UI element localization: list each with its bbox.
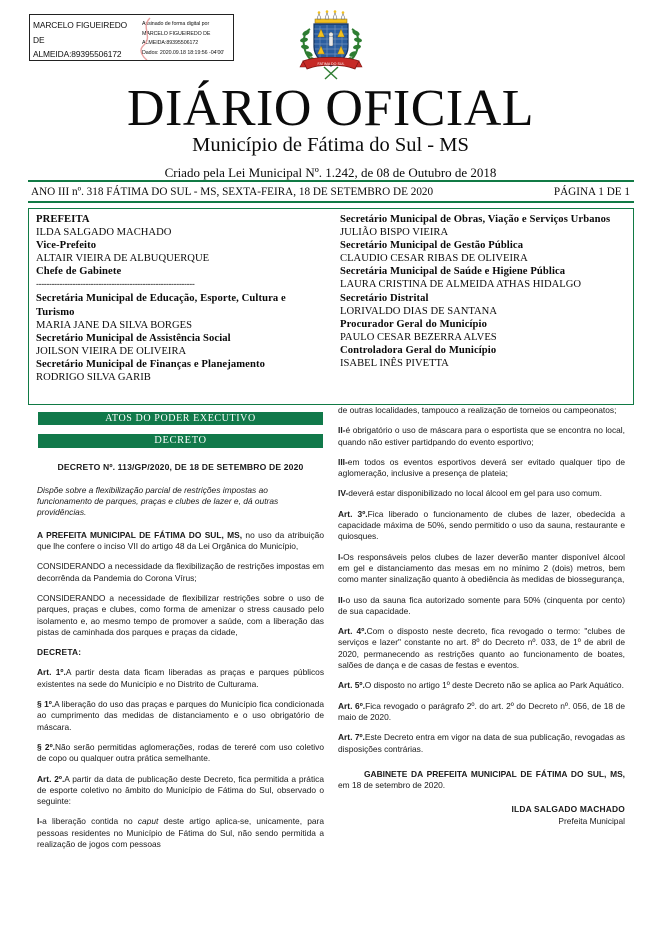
article-2-label: Art. 2º. — [37, 773, 65, 784]
item-i-pre: a liberação contida no — [42, 816, 138, 827]
signature-meta-line: Dados: 2020.09.18 18:19:56 -04'00' — [142, 49, 225, 56]
section-banner-decreto: DECRETO — [38, 434, 323, 448]
article-6 — [338, 701, 625, 724]
item-iv-label: IV- — [338, 488, 349, 499]
article-7-text: Este Decreto entra em vigor na data de sua publicação, revogadas as disposições contrárias. — [338, 732, 625, 754]
preamble-rest: no uso da atribuição que lhe confere o inciso VII do artigo 48 da Lei Orgânica do Município, — [37, 529, 324, 552]
municipal-coat-of-arms-icon — [297, 9, 365, 81]
issue-bar — [28, 180, 634, 203]
article-3-item-i-label: I- — [338, 551, 344, 562]
official-name: ISABEL INÊS PIVETTA — [340, 358, 449, 370]
article-2-item-iii — [338, 457, 625, 480]
body-column-left — [37, 462, 324, 859]
article-2-text: A partir da data de publicação deste Decreto, fica permitida a prática de esporte coletivo no âmbito do Município de Fátima do Sul, observado o seguinte: — [37, 773, 324, 807]
crest-crown — [315, 10, 347, 23]
article-3-item-ii-label: II- — [338, 594, 346, 605]
official-role: PREFEITA — [36, 214, 90, 225]
official-role: Vice-Prefeito — [36, 240, 97, 252]
official-name: JOILSON VIEIRA DE OLIVEIRA — [36, 345, 187, 357]
signature-meta-block — [140, 15, 233, 60]
considerando-1: CONSIDERANDO a necessidade da flexibilização de restrições impostas em decorrênda da Pandemia do Corona Vírus; — [37, 561, 324, 583]
item-i-caput: caput — [137, 816, 159, 827]
official-role: Secretário Distrital — [340, 292, 429, 304]
article-3-item-i-text: Os responsáveis pelos clubes de lazer deverão manter disponível álcool em gel e distanciamento das mesas em no mínimo 2 (dois) metros, bem como manter sinalização quanto à obediência às medidas de biossegurança, — [338, 551, 625, 585]
considerando-2: CONSIDERANDO a necessidade de flexibilizar restrições sobre o uso de parques, praças e clubes, como forma de amenizar o stress causado pelo isolamento e, ao mesmo tempo de promover a saúde, com a liberação das pistas de caminhada dos parques e praças da cidade, — [37, 593, 324, 637]
signatory-name: ILDA SALGADO MACHADO — [511, 804, 625, 815]
official-name: MARIA JANE DA SILVA BORGES — [36, 319, 192, 331]
item-ii-label: II- — [338, 425, 346, 436]
paragraph-1-label: § 1º. — [37, 699, 55, 710]
article-5-text: O disposto no artigo 1º deste Decreto não se aplica ao Park Aquático. — [364, 680, 624, 691]
item-i-post: deste artigo aplica-se, unicamente, para pessoas residentes no Município de Fátima do Sul, não sendo permitida a realização de jogos com pessoas — [37, 816, 324, 850]
body-column-right — [338, 405, 625, 828]
signature-name-line: DE — [33, 34, 45, 45]
item-i-label: I- — [37, 816, 43, 827]
official-role: Secretária Municipal de Educação, Esporte, Cultura e Turismo — [36, 293, 286, 318]
digital-signature-stamp — [29, 14, 234, 61]
official-role: Procurador Geral do Município — [340, 318, 487, 330]
decreta-label: DECRETA: — [37, 647, 82, 658]
article-7 — [338, 732, 625, 755]
article-4 — [338, 626, 625, 671]
official-name: CLAUDIO CESAR RIBAS DE OLIVEIRA — [340, 253, 528, 265]
signatory-title: Prefeita Municipal — [558, 816, 625, 827]
article-6-label: Art. 6º. — [338, 700, 366, 711]
signature-meta-line: MARCELO FIGUEIREDO DE — [142, 30, 211, 37]
paragraph-1 — [37, 699, 324, 733]
official-name: LORIVALDO DIAS DE SANTANA — [340, 305, 497, 317]
item-iii-text: em todos os eventos esportivos deverá ser evitado qualquer tipo de aglomeração, inclusive a presença de plateia; — [338, 456, 625, 479]
decree-heading: DECRETO Nº. 113/GP/2020, DE 18 DE SETEMBRO DE 2020 — [57, 462, 304, 472]
article-2-item-i — [37, 816, 324, 850]
article-3-item-ii — [338, 595, 625, 618]
article-2-item-iv — [338, 488, 625, 499]
article-3-label: Art. 3º. — [338, 508, 368, 519]
item-iii-label: III- — [338, 456, 348, 467]
article-1-label: Art. 1º. — [37, 667, 66, 678]
page-title: DIÁRIO OFICIAL — [126, 80, 535, 137]
official-role: Secretário Municipal de Obras, Viação e Serviços Urbanos — [340, 214, 611, 225]
svg-text:FATIMA DO SUL: FATIMA DO SUL — [317, 62, 345, 66]
official-role: Secretário Municipal de Assistência Social — [36, 332, 231, 344]
masthead — [0, 82, 661, 182]
preamble-authority: A PREFEITA MUNICIPAL DE FÁTIMA DO SUL, MS, — [37, 529, 243, 540]
article-3-item-i — [338, 552, 625, 586]
signature-meta-line: Assinado de forma digital por — [142, 21, 210, 27]
masthead-law-line: Criado pela Lei Municipal Nº. 1.242, de 08 de Outubro de 2018 — [164, 165, 497, 180]
paragraph-1-text: A liberação do uso das praças e parques do Município fica condicionada ao cumprimento das medidas de distanciamento e o uso obrigatório de máscara. — [37, 699, 324, 732]
article-7-label: Art. 7º. — [338, 732, 365, 743]
article-3 — [338, 509, 625, 543]
masthead-subtitle: Município de Fátima do Sul - MS — [192, 134, 469, 156]
official-role: Controladora Geral do Município — [340, 344, 497, 356]
section-banner-atos-do-poder-executivo: ATOS DO PODER EXECUTIVO — [38, 412, 323, 425]
paragraph-2-text: Não serão permitidas aglomerações, rodas de tereré com uso coletivo de copo ou qualquer outra prática semelhante. — [37, 741, 325, 764]
article-6-text: Fica revogado o parágrafo 2º. do art. 2º do Decreto nº. 056, de 18 de maio de 2020. — [338, 700, 625, 722]
signature-block — [338, 804, 625, 827]
officials-column-right — [331, 209, 633, 404]
officials-column-left — [29, 209, 331, 404]
officials-separator: ------------------------------------------------------------- — [36, 279, 195, 290]
decree-preamble — [37, 530, 324, 553]
article-1-text: A partir desta data ficam liberadas as praças e parques públicos existentes na sede do Município e no Distrito de Culturama. — [37, 667, 325, 689]
paragraph-2-label: § 2º. — [37, 741, 55, 752]
official-name: PAULO CESAR BEZERRA ALVES — [340, 331, 497, 343]
article-5-label: Art. 5º. — [338, 680, 365, 691]
article-3-text: Fica liberado o funcionamento de clubes de lazer, obedecida a capacidade máxima de 50%, sendo permitido o uso da sauna, restaurante e quiosques. — [338, 508, 626, 542]
official-role: Secretário Municipal de Finanças e Planejamento — [36, 358, 266, 370]
signature-name-line: ALMEIDA:89395506172 — [33, 49, 122, 59]
official-role: Secretária Municipal de Saúde e Higiene Pública — [340, 266, 566, 278]
article-4-text: Com o disposto neste decreto, fica revogado o termo: "clubes de serviços e lazer" constante no art. 8º do Decreto nº. 033, de 1º de abril de 2020, permanecendo as restrições quanto ao funcionamento de boates, salões de dança e de casas de festas e eventos. — [338, 626, 625, 671]
official-name: JULIÃO BISPO VIEIRA — [340, 227, 449, 239]
officials-box — [28, 208, 634, 405]
article-1 — [37, 667, 324, 690]
article-2-item-i-continued: de outras localidades, tampouco a realização de torneios ou campeonatos; — [338, 405, 617, 415]
official-name: ILDA SALGADO MACHADO — [36, 227, 172, 239]
official-name: RODRIGO SILVA GARIB — [36, 372, 151, 384]
official-name: LAURA CRISTINA DE ALMEIDA ATHAS HIDALGO — [340, 279, 582, 291]
article-4-label: Art. 4º. — [338, 626, 367, 637]
gabinete-date: em 18 de setembro de 2020. — [338, 780, 446, 791]
article-2-item-ii — [338, 425, 625, 448]
signature-name-block — [30, 15, 140, 60]
item-iv-text: deverá estar disponibilizado no local álcool em gel para uso comum. — [348, 488, 602, 499]
article-5 — [338, 680, 625, 691]
page-indicator: PÁGINA 1 DE 1 — [553, 185, 630, 198]
article-2 — [37, 774, 324, 808]
item-ii-text: é obrigatório o uso de máscara para o esportista que se encontra no local, quando não estiver partidpando do evento esportivo; — [338, 425, 625, 447]
signature-meta-line: ALMEIDA:89395506172 — [142, 40, 199, 47]
gabinete-closing — [338, 769, 625, 792]
official-name: ALTAIR VIEIRA DE ALBUQUERQUE — [36, 253, 210, 265]
issue-info: ANO III nº. 318 FÁTIMA DO SUL - MS, SEXTA-FEIRA, 18 DE SETEMBRO DE 2020 — [31, 185, 434, 198]
official-role: Chefe de Gabinete — [36, 266, 122, 278]
official-role: Secretário Municipal de Gestão Pública — [340, 240, 524, 252]
article-3-item-ii-text: o uso da sauna fica autorizado somente para 50% (cinquenta por cento) de sua capacidade. — [338, 594, 625, 616]
gabinete-label: GABINETE DA PREFEITA MUNICIPAL DE FÁTIMA DO SUL, MS, — [364, 768, 625, 779]
decree-ementa: Dispõe sobre a flexibilização parcial de restrições impostas ao funcionamento de parques, praças e clubes de lazer e, dá outras providências. — [37, 484, 279, 518]
signature-name-line: MARCELO FIGUEIREDO — [33, 20, 128, 30]
paragraph-2 — [37, 742, 324, 765]
